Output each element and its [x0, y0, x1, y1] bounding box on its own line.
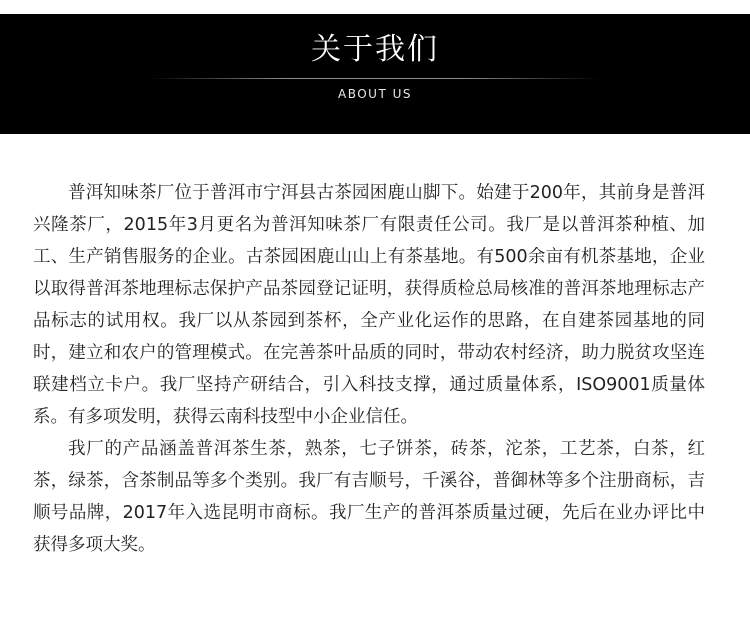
intro-paragraph: 普洱知味茶厂位于普洱市宁洱县古茶园困鹿山脚下。始建于200年，其前身是普洱兴隆茶厂，2015年3月更名为普洱知味茶厂有限责任公司。我厂是以普洱茶种植、加工、生产销售服务的企业。古茶园困鹿山山上有茶基地。有500余亩有机茶基地，企业以取得普洱茶地理标志保护产品茶园登记证明，获得质检总局核准的普洱茶地理标志产品标志的试用权。我厂以从茶园到茶杯，全产业化运作的思路，在自建茶园基地的同时，建立和农户的管理模式。在完善茶叶品质的同时，带动农村经济，助力脱贫攻坚连联建档立卡户。我厂坚持产研结合，引入科技支撑，通过质量体系，ISO9001质量体系。有多项发明，获得云南科技型中小企业信任。	[33, 183, 705, 427]
about-content	[33, 177, 705, 561]
page-subtitle: ABOUT US	[337, 87, 412, 101]
header-divider	[150, 78, 600, 79]
header-banner	[0, 14, 750, 134]
page-title: 关于我们	[311, 32, 439, 67]
products-paragraph: 我厂的产品涵盖普洱茶生茶，熟茶，七子饼茶，砖茶，沱茶，工艺茶，白茶，红茶，绿茶，含茶制品等多个类别。我厂有吉顺号，千溪谷，普御林等多个注册商标，吉顺号品牌，2017年入选昆明市商标。我厂生产的普洱茶质量过硬，先后在业办评比中获得多项大奖。	[33, 439, 705, 555]
